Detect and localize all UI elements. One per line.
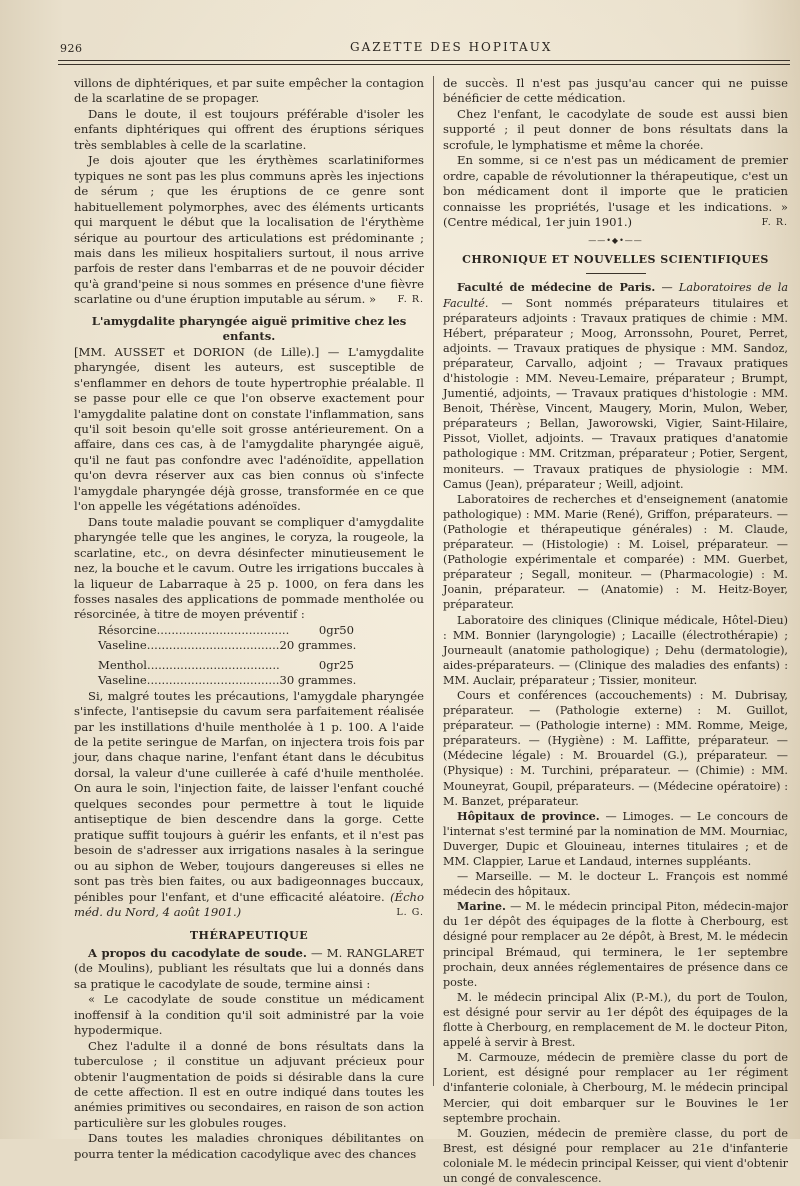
paragraph: Chez l'enfant, le cacodylate de soude est aussi bien supporté ; il peut donner de bons résultats dans la scrofule, le lymphatisme et même la chorée. (443, 106, 788, 152)
paragraph: En somme, si ce n'est pas un médicament de premier ordre, capable de révolutionner la thérapeutique, c'est un bon médicament dont il importe que le praticien connaisse les propriétés, l'usage et les indications. » (Centre médical, 1er juin 1901.) F. R. (443, 153, 788, 230)
paragraph: villons de diphtériques, et par suite empêcher la contagion de la scarlatine de se propager. (74, 76, 424, 106)
news-heading: Marine. (457, 899, 506, 914)
paragraph: « Le cacodylate de soude constitue un médicament inoffensif à la condition qu'il soit administré par la voie hypodermique. (74, 992, 424, 1038)
prescription-line (74, 658, 424, 673)
article-heading: L'amygdalite pharyngée aiguë primitive chez les enfants. (91, 313, 407, 344)
news-item: Cours et conférences (accouchements) : M. Dubrisay, préparateur. — (Pathologie externe) : M. Guillot, préparateur. — (Pathologie interne) : MM. Romme, Meige, préparateurs. — (Hygiène) : M. Laffitte, préparateur. — (Médecine légale) : M. Brouardel (G.), préparateur. — (Physique) : M. Turchini, préparateur. — (Chimie) : MM. Mouneyrat, Goupil, préparateurs. — (Médecine opératoire) : M. Banzet, préparateur. (443, 688, 788, 808)
section-heading: CHRONIQUE ET NOUVELLES SCIENTIFIQUES (462, 252, 769, 266)
ingredient-name: Vaseline.................................... (98, 673, 280, 688)
news-item: Faculté de médecine de Paris. — Laboratoires de la Faculté. — Sont nommés préparateurs titulaires et préparateurs adjoints : Travaux pratiques de chimie : MM. Hébert, préparateur ; Moog, Arronssohn, Pouret, Perret, adjoints. — Travaux pratiques de physique : MM. Sandoz, préparateur, Carvallo, adjoint ; — Travaux pratiques d'histologie : MM. Neveu-Lemaire, préparateur ; Brumpt, Jumentié, adjoints, — Travaux pratiques d'histologie : MM. Benoit, Thérèse, Vincent, Maugery, Morin, Mulon, Weber, préparateurs ; Bellan, Jaworowski, Vigier, Saint-Hilaire, Pissot, Viollet, adjoints. — Travaux pratiques d'anatomie pathologique : MM. Critzman, préparateur ; Potier, Sergent, moniteurs. — Travaux pratiques de physiologie : MM. Camus (Jean), préparateur ; Weill, adjoint. (443, 280, 788, 491)
news-item: M. le médecin principal Alix (P.-M.), du port de Toulon, est désigné pour servir au 1er dépôt des équipages de la flotte à Cherbourg, en remplacement de M. le docteur Piton, appelé à servir à Brest. (443, 990, 788, 1050)
news-heading: Faculté de médecine de Paris. (457, 280, 656, 295)
ingredient-dose: 30 grammes. (279, 673, 357, 688)
prescription-line (74, 638, 424, 653)
prescription-line (74, 673, 424, 688)
paragraph: [MM. AUSSET et DORION (de Lille).] — L'amygdalite pharyngée, disent les auteurs, est susceptible de s'enflammer en dehors de toute hypertrophie préalable. Il se passe pour elle ce que l'on observe exactement pour l'amygdalite palatine dont on constate l'inflammation, sans qu'il soit besoin qu'elle soit grosse antérieurement. On a affaire, dans ces cas, à de l'amygdalite pharyngée aiguë, qu'il ne faut pas confondre avec l'adénoïdite, appellation qu'on devra réserver aux cas bien connus où s'infecte l'amygdale pharyngée déjà grosse, transformée en ce que l'on appelle les végétations adénoïdes. (74, 344, 424, 514)
paragraph: Dans toute maladie pouvant se compliquer d'amygdalite pharyngée telle que les angines, le coryza, la rougeole, la scarlatine, etc., on devra désinfecter minutieusement le nez, la bouche et le cavum. Outre les irrigations buccales à la liqueur de Labarraque à 25 p. 1000, on fera dans les fosses nasales des applications de pommade mentholée ou résorcinée, à titre de moyen préventif : (74, 514, 424, 622)
header-rule (58, 60, 790, 61)
section-heading: THÉRAPEUTIQUE (189, 929, 309, 943)
paragraph (74, 153, 424, 308)
paragraph: Dans le doute, il est toujours préférable d'isoler les enfants diphtériques qui offrent des éruptions sériques très semblables à celle de la scarlatine. (74, 106, 424, 152)
paragraph-text: Je dois ajouter que les érythèmes scarlatiniformes typiques ne sont pas les plus communs après les injections de sérum ; que les éruptions de ce genre sont habituellement polymorphes, avec des éléments urticants qui marquent le début que la localisation de l'érythème sérique au pourtour des articulations est prédominante ; mais dans les milieux hospitaliers surtout, il nous arrive parfois de rester dans l'embarras et de ne pouvoir décider qu'à grand'peine si nous sommes en présence d'une fièvre scarlatine ou d'une éruption imputable au sérum. » (74, 153, 424, 307)
author-initials: F. R. (761, 217, 788, 229)
source-citation: (Écho méd. du Nord, 4 août 1901.) (74, 889, 425, 920)
section-ornament: ——•◆•—— (588, 235, 643, 245)
ingredient-name: Vaseline.................................... (98, 638, 280, 653)
author-initials: F. R. (397, 294, 424, 306)
news-heading: Hôpitaux de province. (457, 808, 600, 823)
news-item: Laboratoire des cliniques (Clinique médicale, Hôtel-Dieu) : MM. Bonnier (laryngologie) ; Lacaille (électrothérapie) ; Journeault (anatomie pathologique) ; Dehu (dermatologie), aides-préparateurs. — (Clinique des maladies des enfants) : MM. Auclair, préparateur ; Tissier, moniteur. (443, 613, 788, 687)
article-heading: A propos du cacodylate de soude. (88, 945, 307, 960)
paragraph: Dans toutes les maladies chroniques débilitantes on pourra tenter la médication cacodylique avec des chances (74, 1131, 424, 1161)
paragraph: A propos du cacodylate de soude. — M. RANGLARET (de Moulins), publiant les résultats que lui a donnés dans sa pratique le cacodylate de soude, termine ainsi : (74, 945, 424, 991)
heading-rule (586, 273, 646, 274)
ingredient-name: Résorcine.................................... (98, 622, 290, 637)
ingredient-dose: 0gr25 (318, 657, 354, 672)
news-item: Hôpitaux de province. — Limoges. — Le concours de l'internat s'est terminé par la nomination de MM. Mourniac, Duverger, Dupic et Glouineau, internes titulaires ; et de MM. Clappier, Larue et Landaud, internes suppléants. (443, 808, 789, 868)
news-item: Marine. — M. le médecin principal Piton, médecin-major du 1er dépôt des équipages de la flotte à Cherbourg, est désigné pour remplacer au 2e dépôt, à Brest, M. le médecin principal Brémaud, qui terminera, le 1er septembre prochain, deux années réglementaires de présence dans ce poste. (443, 899, 788, 989)
ingredient-dose: 20 grammes. (279, 638, 357, 653)
running-title: GAZETTE DES HOPITAUX (350, 40, 553, 54)
column-divider (433, 76, 434, 1086)
page-header (60, 38, 790, 58)
page-number: 926 (60, 42, 83, 55)
left-column (74, 76, 425, 1161)
news-item: Laboratoires de recherches et d'enseignement (anatomie pathologique) : MM. Marie (René), Griffon, préparateurs. — (Pathologie et thérapeutique générales) : M. Claude, préparateur. — (Histologie) : M. Loisel, préparateur. — (Pathologie expérimentale et comparée) : MM. Guerbet, préparateur ; Segall, moniteur. — (Pharmacologie) : M. Joanin, préparateur. — (Anatomie) : M. Heitz-Boyer, préparateur. (443, 492, 788, 612)
author-initials: L. G. (396, 907, 424, 919)
paragraph: Chez l'adulte il a donné de bons résultats dans la tuberculose ; il constitue un adjuvant précieux pour obtenir l'augmentation de poids si désirable dans la cure de cette affection. Il est en outre indiqué dans toutes les anémies primitives ou secondaires, en raison de son action particulière sur les globules rouges. (74, 1038, 424, 1130)
paragraph: de succès. Il n'est pas jusqu'au cancer qui ne puisse bénéficier de cette médication. (443, 76, 788, 106)
news-item: — Marseille. — M. le docteur L. François est nommé médecin des hôpitaux. (443, 870, 788, 899)
header-rule-thin (58, 64, 790, 65)
paragraph: Si, malgré toutes les précautions, l'amygdale pharyngée s'infecte, l'antisepsie du cavum sera parfaitement réalisée par les instillations d'huile mentholée à 1 p. 100. A l'aide de la petite seringue de Marfan, on injectera trois fois par jour, dans chaque narine, l'enfant étant dans le décubitus dorsal, la valeur d'une cuillerée à café d'huile mentholée. On aura le soin, l'injection faite, de laisser l'enfant couché quelques secondes pour permettre à tout le liquide antiseptique de bien descendre dans la gorge. Cette pratique suffit toujours à guérir les enfants, et il n'est pas besoin de s'adresser aux irrigations nasales à la seringue ou au siphon de Weber, toujours dangereuses si elles ne sont pas très bien faites, ou aux badigeonnages buccaux, pénibles pour l'enfant, et d'une efficacité aléatoire. (Écho méd. du Nord, 4 août 1901.) L. G. (74, 688, 425, 920)
right-column (443, 76, 789, 1185)
news-item: M. Carmouze, médecin de première classe du port de Lorient, est désigné pour remplacer au 1er régiment d'infanterie coloniale, à Cherbourg, M. le médecin principal Mercier, qui doit embarquer sur le Bouvines le 1er septembre prochain. (443, 1051, 788, 1125)
ingredient-dose: 0gr50 (318, 622, 354, 637)
news-item: M. Gouzien, médecin de première classe, du port de Brest, est désigné pour remplacer au 21e d'infanterie coloniale M. le médecin principal Keisser, qui vient d'obtenir un congé de convalescence. (443, 1126, 788, 1185)
prescription-line (74, 623, 424, 638)
ingredient-name: Menthol.................................... (98, 657, 280, 672)
